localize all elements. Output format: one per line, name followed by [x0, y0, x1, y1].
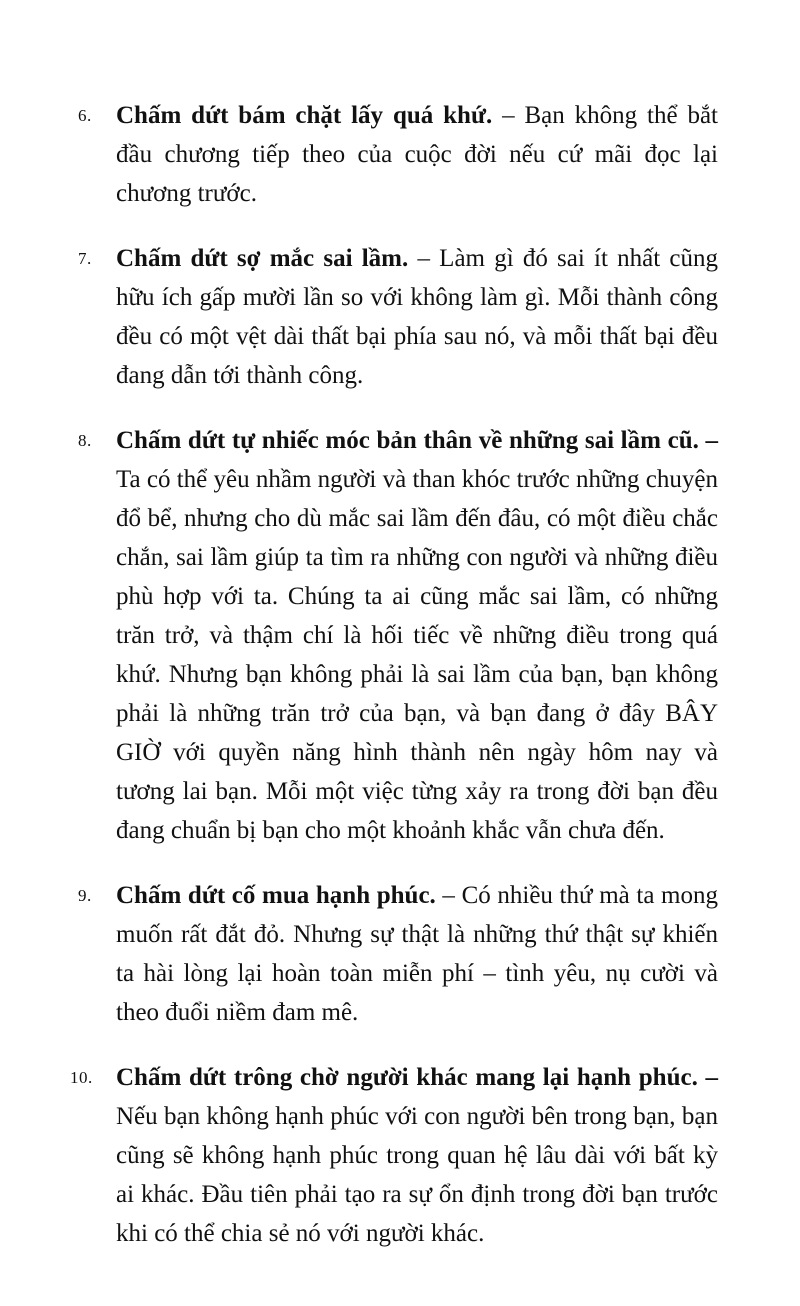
item-heading: Chấm dứt trông chờ người khác mang lại hạnh phúc. –	[116, 1064, 718, 1091]
item-text: – Bạn không thể bắt đầu chương tiếp theo của cuộc đời nếu cứ mãi đọc lại chương trước.	[116, 102, 718, 207]
item-text: – Có nhiều thứ mà ta mong muốn rất đắt đỏ. Nhưng sự thật là những thứ thật sự khiến ta hài lòng lại hoàn toàn miễn phí – tình yêu, nụ cười và theo đuổi niềm đam mê.	[116, 882, 718, 1026]
item-heading: Chấm dứt bám chặt lấy quá khứ.	[116, 102, 493, 129]
item-heading: Chấm dứt tự nhiếc móc bản thân về những sai lầm cũ. –	[116, 427, 718, 454]
item-text: – Làm gì đó sai ít nhất cũng hữu ích gấp mười lần so với không làm gì. Mỗi thành công đều có một vệt dài thất bại phía sau nó, và mỗi thất bại đều đang dẫn tới thành công.	[116, 245, 718, 389]
item-text: Nếu bạn không hạnh phúc với con người bên trong bạn, bạn cũng sẽ không hạnh phúc trong quan hệ lâu dài với bất kỳ ai khác. Đầu tiên phải tạo ra sự ổn định trong đời bạn trước khi có thể chia sẻ nó với người khác.	[116, 1103, 718, 1247]
list-item-10	[70, 1058, 718, 1253]
item-text: Ta có thể yêu nhầm người và than khóc trước những chuyện đổ bể, nhưng cho dù mắc sai lầm đến đâu, có một điều chắc chắn, sai lầm giúp ta tìm ra những con người và những điều phù hợp với ta. Chúng ta ai cũng mắc sai lầm, có những trăn trở, và thậm chí là hối tiếc về những điều trong quá khứ. Nhưng bạn không phải là sai lầm của bạn, bạn không phải là những trăn trở của bạn, và bạn đang ở đây BÂY GIỜ với quyền năng hình thành nên ngày hôm nay và tương lai bạn. Mỗi một việc từng xảy ra trong đời bạn đều đang chuẩn bị bạn cho một khoảnh khắc vẫn chưa đến.	[116, 466, 718, 844]
item-number: 7.	[78, 249, 92, 268]
list-item-9	[78, 876, 718, 1032]
list-item-7	[78, 239, 718, 395]
item-number: 10.	[70, 1068, 93, 1087]
item-number: 9.	[78, 886, 92, 905]
list-item-8	[78, 421, 718, 850]
item-heading: Chấm dứt cố mua hạnh phúc.	[116, 882, 436, 909]
numbered-list	[70, 96, 718, 1279]
item-heading: Chấm dứt sợ mắc sai lầm.	[116, 245, 409, 272]
list-item-6	[78, 96, 718, 213]
item-number: 8.	[78, 431, 92, 450]
item-number: 6.	[78, 106, 92, 125]
